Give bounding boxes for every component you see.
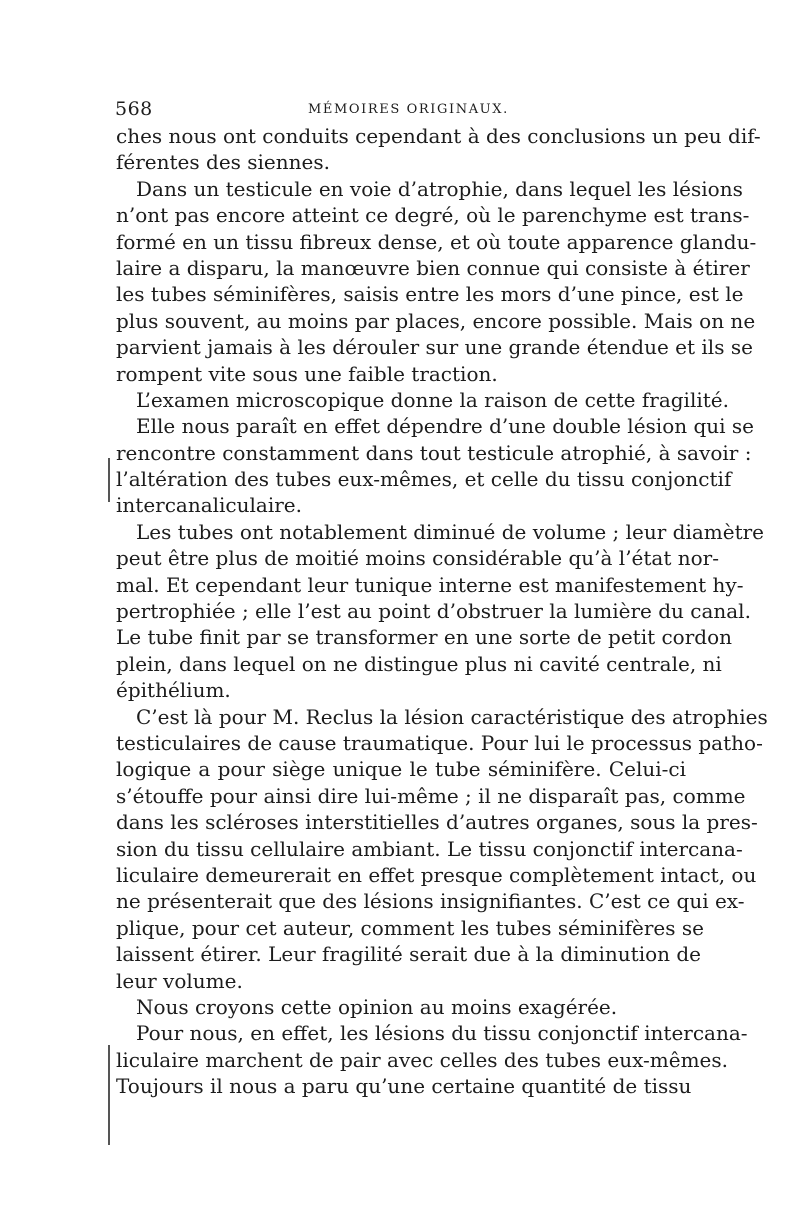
text-line: Dans un testicule en voie d’atrophie, dans lequel les lésions bbox=[136, 176, 743, 201]
text-line: rencontre constamment dans tout testicule atrophié, à savoir : bbox=[116, 440, 752, 465]
text-line: plique, pour cet auteur, comment les tubes séminifères se bbox=[116, 915, 704, 940]
text-line: testiculaires de cause traumatique. Pour lui le processus patho- bbox=[116, 730, 763, 755]
text-line: Le tube finit par se transformer en une sorte de petit cordon bbox=[116, 625, 733, 650]
text-line: dans les scléroses interstitielles d’autres organes, sous la pres- bbox=[116, 810, 758, 835]
body-text bbox=[116, 123, 768, 1099]
text-line: Toujours il nous a paru qu’une certaine quantité de tissu bbox=[116, 1074, 692, 1099]
page-number: 568 bbox=[115, 98, 153, 120]
text-line: férentes des siennes. bbox=[116, 150, 330, 175]
text-line: sion du tissu cellulaire ambiant. Le tissu conjonctif intercana- bbox=[116, 836, 743, 861]
text-line: n’ont pas encore atteint ce degré, où le parenchyme est trans- bbox=[116, 203, 750, 228]
text-line: formé en un tissu fibreux dense, et où toute apparence glandu- bbox=[116, 229, 757, 254]
text-line: s’étouffe pour ainsi dire lui-même ; il ne disparaît pas, comme bbox=[116, 783, 746, 808]
text-line: Les tubes ont notablement diminué de volume ; leur diamètre bbox=[136, 519, 764, 544]
text-line: ches nous ont conduits cependant à des conclusions un peu dif- bbox=[116, 124, 761, 148]
text-line: rompent vite sous une faible traction. bbox=[116, 361, 498, 386]
running-head: MÉMOIRES ORIGINAUX. bbox=[308, 102, 509, 117]
text-line: Elle nous paraît en effet dépendre d’une double lésion qui se bbox=[136, 414, 755, 439]
text-line: laire a disparu, la manœuvre bien connue qui consiste à étirer bbox=[116, 255, 750, 280]
text-line: L’examen microscopique donne la raison de cette fragilité. bbox=[136, 387, 729, 412]
text-line: logique a pour siège unique le tube séminifère. Celui-ci bbox=[116, 757, 686, 782]
text-line: liculaire marchent de pair avec celles des tubes eux-mêmes. bbox=[116, 1047, 728, 1072]
text-line: Pour nous, en effet, les lésions du tissu conjonctif intercana- bbox=[136, 1021, 748, 1046]
text-line: laissent étirer. Leur fragilité serait due à la diminution de bbox=[116, 942, 702, 967]
text-line: pertrophiée ; elle l’est au point d’obstruer la lumière du canal. bbox=[116, 599, 751, 624]
text-line: l’altération des tubes eux-mêmes, et celle du tissu conjonctif bbox=[116, 467, 732, 492]
text-line: ne présenterait que des lésions insignifiantes. C’est ce qui ex- bbox=[116, 889, 745, 914]
text-line: épithélium. bbox=[116, 678, 231, 703]
text-line: plus souvent, au moins par places, encore possible. Mais on ne bbox=[116, 308, 756, 333]
margin-mark bbox=[108, 458, 110, 502]
text-line: les tubes séminifères, saisis entre les mors d’une pince, est le bbox=[116, 282, 744, 307]
text-line: Nous croyons cette opinion au moins exagérée. bbox=[136, 994, 618, 1019]
text-line: plein, dans lequel on ne distingue plus ni cavité centrale, ni bbox=[116, 651, 722, 676]
text-line: liculaire demeurerait en effet presque complètement intact, ou bbox=[116, 862, 757, 887]
margin-mark bbox=[108, 1045, 110, 1145]
text-line: C’est là pour M. Reclus la lésion caractéristique des atrophies bbox=[136, 704, 768, 729]
page-header bbox=[115, 98, 685, 120]
text-line: intercanaliculaire. bbox=[116, 493, 302, 518]
text-line: leur volume. bbox=[116, 968, 243, 993]
text-line: peut être plus de moitié moins considérable qu’à l’état nor- bbox=[116, 546, 719, 571]
text-line: mal. Et cependant leur tunique interne est manifestement hy- bbox=[116, 572, 744, 597]
text-line: parvient jamais à les dérouler sur une grande étendue et ils se bbox=[116, 335, 753, 360]
